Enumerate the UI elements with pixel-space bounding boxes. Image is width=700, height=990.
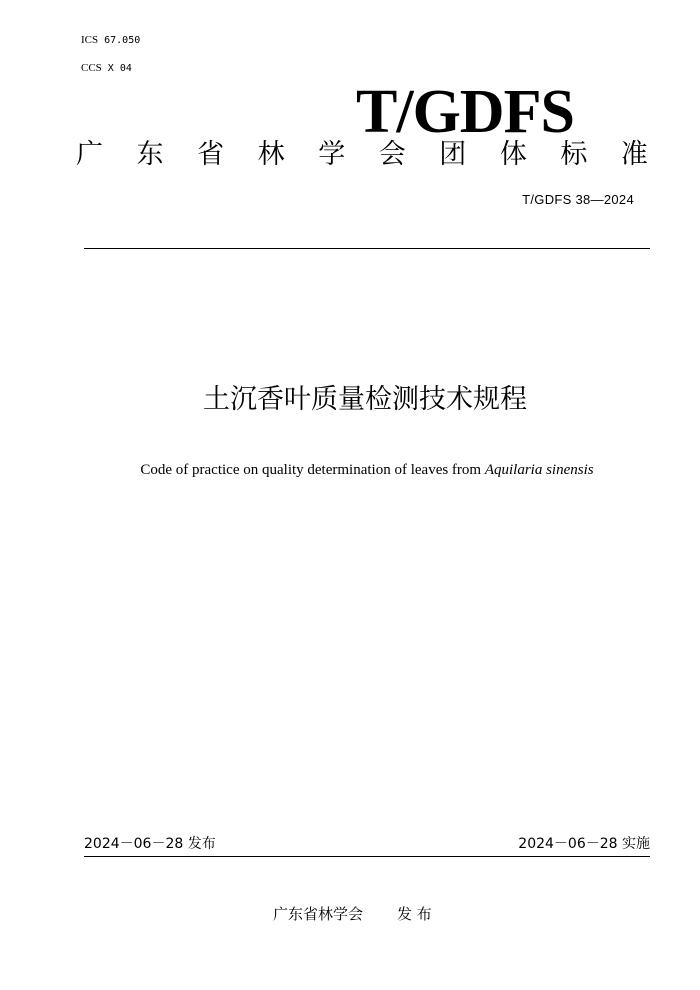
issue-word: 发 布 <box>397 905 432 923</box>
standard-logo: T/GDFS <box>356 78 574 146</box>
publisher-line <box>273 903 432 925</box>
organization-char: 林 <box>257 139 285 170</box>
ics-label: ICS <box>81 34 99 46</box>
ics-code <box>81 34 140 46</box>
english-title <box>0 459 700 481</box>
chinese-title: 土沉香叶质量检测技术规程 <box>203 384 527 415</box>
ccs-code <box>81 62 132 74</box>
organization-char: 体 <box>499 139 527 170</box>
organization-char: 省 <box>197 139 225 170</box>
organization-char: 东 <box>136 139 164 170</box>
organization-name <box>76 138 648 172</box>
footer-divider <box>84 856 650 857</box>
standard-number: T/GDFS 38—2024 <box>522 192 634 207</box>
organization-char: 会 <box>378 139 406 170</box>
organization-char: 团 <box>439 139 467 170</box>
organization-char: 广 <box>76 139 103 170</box>
issuer-name: 广东省林学会 <box>273 905 364 923</box>
organization-char: 学 <box>318 139 346 170</box>
header-divider <box>84 248 650 249</box>
issue-date: 2024－06－28 发布 <box>84 836 216 852</box>
implementation-date: 2024－06－28 实施 <box>518 836 650 852</box>
english-title-text: Code of practice on quality determination of leaves from <box>140 462 485 478</box>
ccs-number: X 04 <box>107 63 132 74</box>
ics-number: 67.050 <box>104 35 141 46</box>
ccs-label: CCS <box>81 62 102 74</box>
species-name: Aquilaria sinensis <box>484 462 594 478</box>
organization-char: 标 <box>560 139 588 170</box>
organization-char: 准 <box>620 139 648 170</box>
